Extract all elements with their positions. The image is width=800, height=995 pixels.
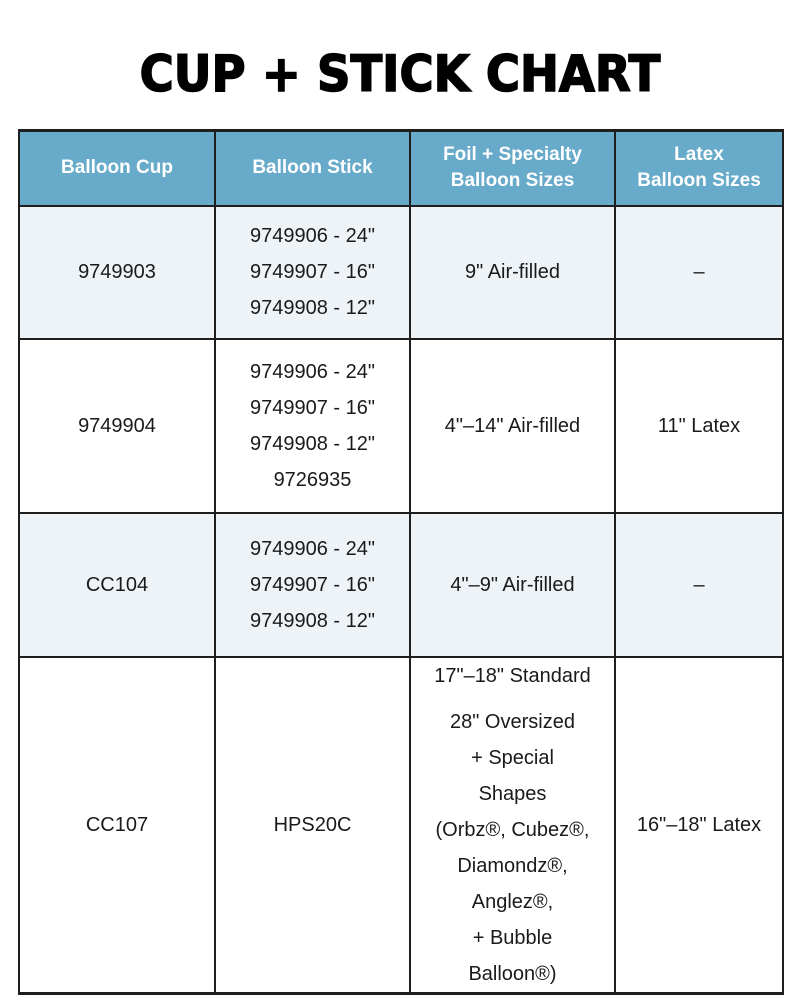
cell-balloon-cup: 9749903	[19, 206, 215, 339]
cup-stick-chart-table	[18, 129, 784, 995]
table-row	[19, 206, 783, 339]
cell-balloon-cup: 9749904	[19, 339, 215, 513]
table-row	[19, 657, 783, 994]
cell-balloon-cup: CC107	[19, 657, 215, 994]
cell-latex: 16"–18" Latex	[615, 657, 783, 994]
header-balloon-cup: Balloon Cup	[19, 131, 215, 206]
cell-latex: 11" Latex	[615, 339, 783, 513]
cell-foil-specialty: 4"–9" Air-filled	[410, 513, 615, 657]
cell-foil-specialty: 9" Air-filled	[410, 206, 615, 339]
table-header-row	[19, 131, 783, 206]
cell-foil-specialty: 4"–14" Air-filled	[410, 339, 615, 513]
cell-latex: –	[615, 206, 783, 339]
header-latex-sizes: Latex Balloon Sizes	[615, 131, 783, 206]
cell-balloon-stick: 9749906 - 24" 9749907 - 16" 9749908 - 12" 9726935	[215, 339, 410, 513]
header-balloon-stick: Balloon Stick	[215, 131, 410, 206]
cell-foil-specialty: 17"–18" Standard 28" Oversized + Special Shapes (Orbz®, Cubez®, Diamondz®, Anglez®, + Bubble Balloon®)	[410, 657, 615, 994]
cell-balloon-stick: HPS20C	[215, 657, 410, 994]
cell-balloon-cup: CC104	[19, 513, 215, 657]
table-row	[19, 339, 783, 513]
cell-balloon-stick: 9749906 - 24" 9749907 - 16" 9749908 - 12"	[215, 513, 410, 657]
table-row	[19, 513, 783, 657]
header-foil-specialty-sizes: Foil + Specialty Balloon Sizes	[410, 131, 615, 206]
cell-balloon-stick: 9749906 - 24" 9749907 - 16" 9749908 - 12"	[215, 206, 410, 339]
cell-latex: –	[615, 513, 783, 657]
page-title: CUP + STICK CHART	[139, 45, 661, 103]
